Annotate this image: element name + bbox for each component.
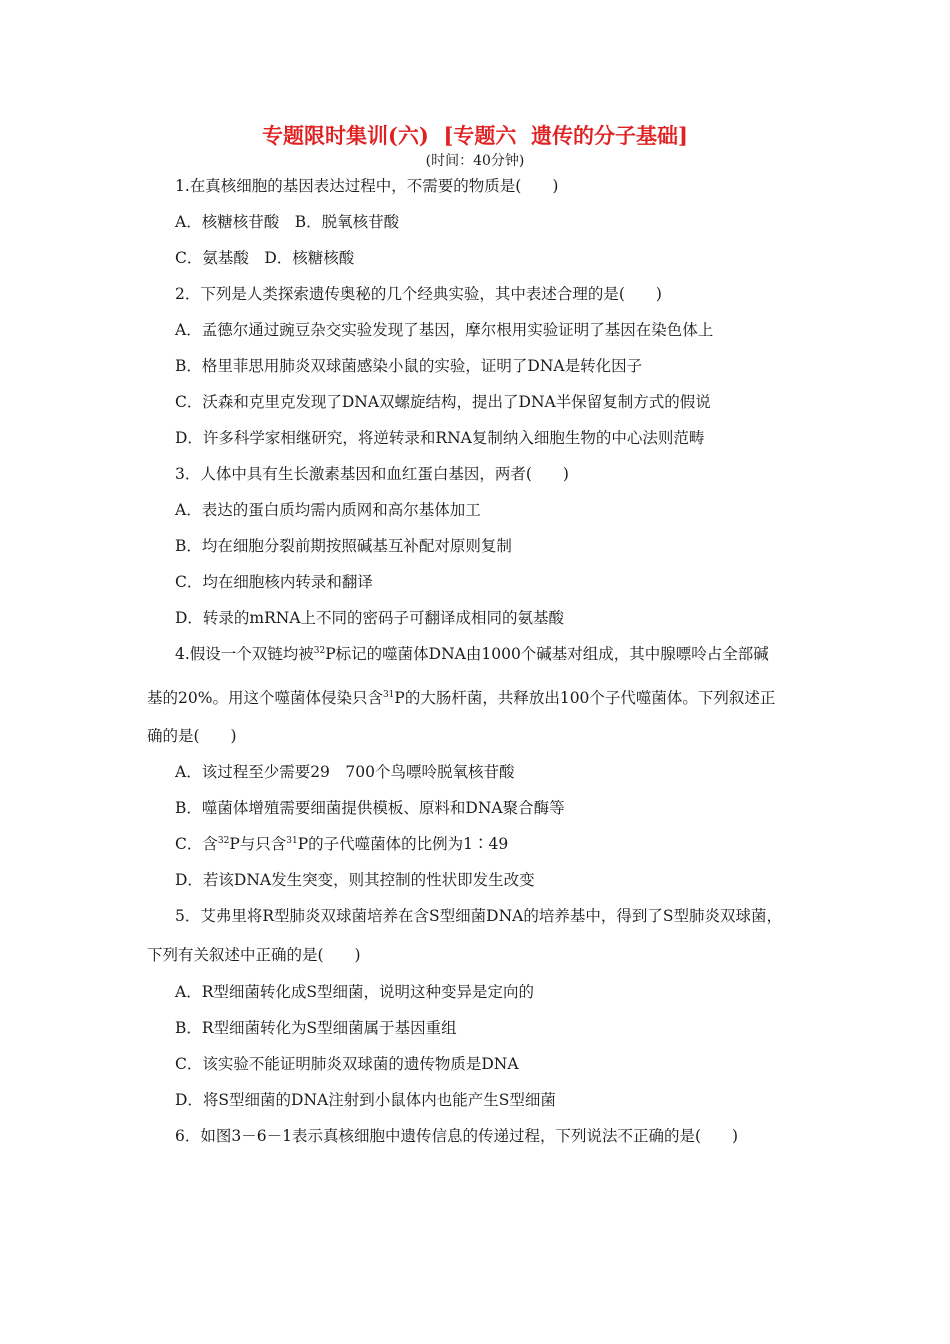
question-4-stem-line-3: 确的是( ): [147, 727, 237, 745]
stem-text: 基的20%。用这个噬菌体侵染只含: [147, 689, 383, 707]
option-text: P与只含: [229, 835, 287, 853]
question-5-stem-line-2: 下列有关叙述中正确的是( ): [147, 946, 361, 964]
question-2-option-b: B．格里菲思用肺炎双球菌感染小鼠的实验，证明了DNA是转化因子: [175, 357, 643, 375]
question-4-stem-line-2: [0, 688, 950, 708]
page-title: 专题限时集训(六) [专题六 遗传的分子基础]: [262, 123, 688, 148]
question-2-option-c: C．沃森和克里克发现了DNA双螺旋结构，提出了DNA半保留复制方式的假说: [175, 393, 711, 411]
question-5-option-c: C．该实验不能证明肺炎双球菌的遗传物质是DNA: [175, 1055, 519, 1073]
question-4-option-c: [0, 834, 950, 854]
time-limit: (时间：40分钟): [425, 153, 525, 169]
question-3-option-d: D．转录的mRNA上不同的密码子可翻译成相同的氨基酸: [175, 609, 565, 627]
question-2-option-a: A．孟德尔通过豌豆杂交实验发现了基因，摩尔根用实验证明了基因在染色体上: [175, 321, 714, 339]
question-4-stem-line-1: [0, 644, 950, 664]
question-1-option-cd: C．氨基酸 D．核糖核酸: [175, 249, 355, 267]
question-6-stem: 6．如图3－6－1表示真核细胞中遗传信息的传递过程，下列说法不正确的是( ): [175, 1127, 739, 1145]
question-4-option-b: B．噬菌体增殖需要细菌提供模板、原料和DNA聚合酶等: [175, 799, 565, 817]
option-text: C．含: [175, 835, 218, 853]
question-5-option-a: A．R型细菌转化成S型细菌，说明这种变异是定向的: [175, 983, 534, 1001]
isotope-mass-number: 32: [313, 646, 326, 656]
question-3-option-c: C．均在细胞核内转录和翻译: [175, 573, 373, 591]
question-4-option-d: D．若该DNA发生突变，则其控制的性状即发生改变: [175, 871, 535, 889]
stem-text: 4.假设一个双链均被: [175, 645, 314, 663]
option-text: P的子代噬菌体的比例为1∶49: [297, 835, 509, 853]
question-5-stem-line-1: 5．艾弗里将R型肺炎双球菌培养在含S型细菌DNA的培养基中，得到了S型肺炎双球菌，: [175, 907, 782, 925]
question-2-option-d: D．许多科学家相继研究，将逆转录和RNA复制纳入细胞生物的中心法则范畴: [175, 429, 705, 447]
question-3-stem: 3．人体中具有生长激素基因和血红蛋白基因，两者( ): [175, 465, 569, 483]
isotope-mass-number: 31: [382, 690, 395, 700]
isotope-mass-number: 31: [286, 836, 298, 846]
question-1-stem: 1.在真核细胞的基因表达过程中，不需要的物质是( ): [175, 177, 559, 195]
stem-text: P标记的噬菌体DNA由1000个碱基对组成，其中腺嘌呤占全部碱: [325, 645, 769, 663]
stem-text: P的大肠杆菌，共释放出100个子代噬菌体。下列叙述正: [394, 689, 776, 707]
isotope-mass-number: 32: [217, 836, 230, 846]
question-3-option-a: A．表达的蛋白质均需内质网和高尔基体加工: [175, 501, 481, 519]
question-2-stem: 2．下列是人类探索遗传奥秘的几个经典实验，其中表述合理的是( ): [175, 285, 662, 303]
question-4-option-a: A．该过程至少需要29 700个鸟嘌呤脱氧核苷酸: [175, 763, 515, 781]
question-5-option-d: D．将S型细菌的DNA注射到小鼠体内也能产生S型细菌: [175, 1091, 556, 1109]
question-3-option-b: B．均在细胞分裂前期按照碱基互补配对原则复制: [175, 537, 512, 555]
question-1-option-ab: A．核糖核苷酸 B．脱氧核苷酸: [175, 213, 400, 231]
question-5-option-b: B．R型细菌转化为S型细菌属于基因重组: [175, 1019, 457, 1037]
